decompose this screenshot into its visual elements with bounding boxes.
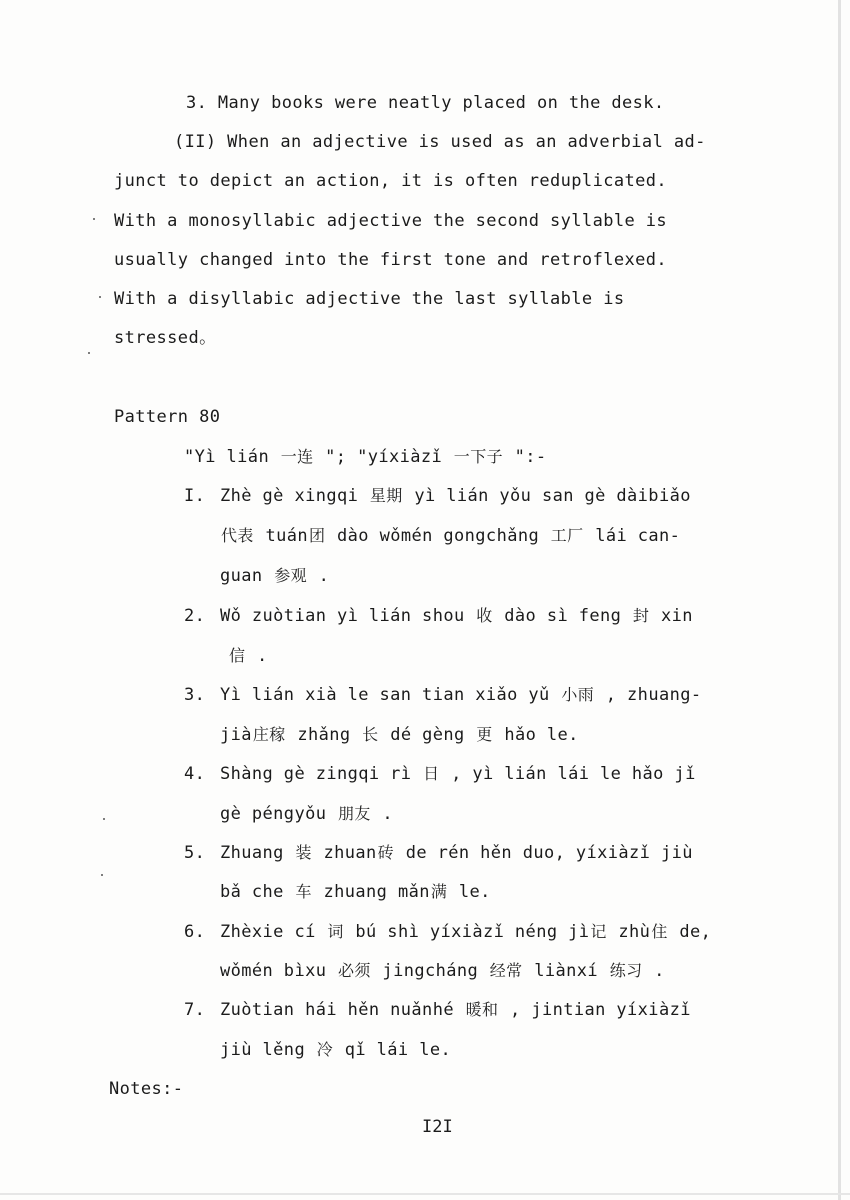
page-edge-shadow (838, 0, 841, 1200)
pattern-formula: "Yì lián 一连 "; "yíxiàzǐ 一下子 ":- (184, 447, 547, 467)
scan-speck (101, 874, 103, 876)
example-1-line-3: guan 参观 . (220, 566, 330, 586)
rule-line-2: junct to depict an action, it is often reduplicated. (114, 171, 668, 191)
rule-line-6: stressed。 (114, 328, 217, 348)
example-6-line-2: wǒmén bìxu 必须 jingcháng 经常 liànxí 练习 . (220, 961, 665, 981)
example-6-line-1: 6. Zhèxie cí 词 bú shì yíxiàzǐ néng jì记 zhù住 de, (184, 922, 712, 942)
example-7-line-1: 7. Zuòtian hái hěn nuǎnhé 暖和 , jintian yíxiàzǐ (184, 1000, 691, 1020)
page-bottom-edge (0, 1193, 850, 1195)
example-7-line-2: jiù lěng 冷 qǐ lái le. (220, 1040, 452, 1060)
rule-line-5: With a disyllabic adjective the last syllable is (114, 289, 625, 309)
notes-heading: Notes:- (109, 1079, 184, 1099)
example-2-line-2: 信 . (229, 646, 268, 666)
example-1-line-2: 代表 tuán团 dào wǒmén gongchǎng 工厂 lái can- (221, 526, 681, 546)
rule-line-3: With a monosyllabic adjective the second syllable is (114, 211, 668, 231)
rule-line-1: (II) When an adjective is used as an adverbial ad- (174, 132, 706, 152)
example-3-line-2: jià庄稼 zhǎng 长 dé gèng 更 hǎo le. (220, 725, 579, 745)
example-2-line-1: 2. Wǒ zuòtian yì lián shou 收 dào sì feng 封 xin (184, 606, 693, 626)
example-4-line-1: 4. Shàng gè zingqi rì 日 , yì lián lái le hǎo jǐ (184, 764, 696, 784)
example-1-line-1: I. Zhè gè xingqi 星期 yì lián yǒu san gè dàibiǎo (184, 486, 691, 506)
rule-line-4: usually changed into the first tone and retroflexed. (114, 250, 668, 270)
scan-speck (103, 818, 105, 820)
example-3-line-1: 3. Yì lián xià le san tian xiǎo yǔ 小雨 , zhuang- (184, 685, 702, 705)
pattern-title: Pattern 80 (114, 407, 221, 427)
example-4-line-2: gè péngyǒu 朋友 . (220, 804, 394, 824)
example-5-line-1: 5. Zhuang 装 zhuan砖 de rén hěn duo, yíxiàzǐ jiù (184, 843, 693, 863)
example-5-line-2: bǎ che 车 zhuang mǎn满 le. (220, 882, 491, 902)
scan-speck (88, 352, 90, 354)
page-number: I2I (422, 1117, 453, 1137)
scan-speck (93, 218, 95, 220)
scan-speck (99, 296, 101, 298)
intro-item-3: 3. Many books were neatly placed on the desk. (186, 93, 665, 113)
